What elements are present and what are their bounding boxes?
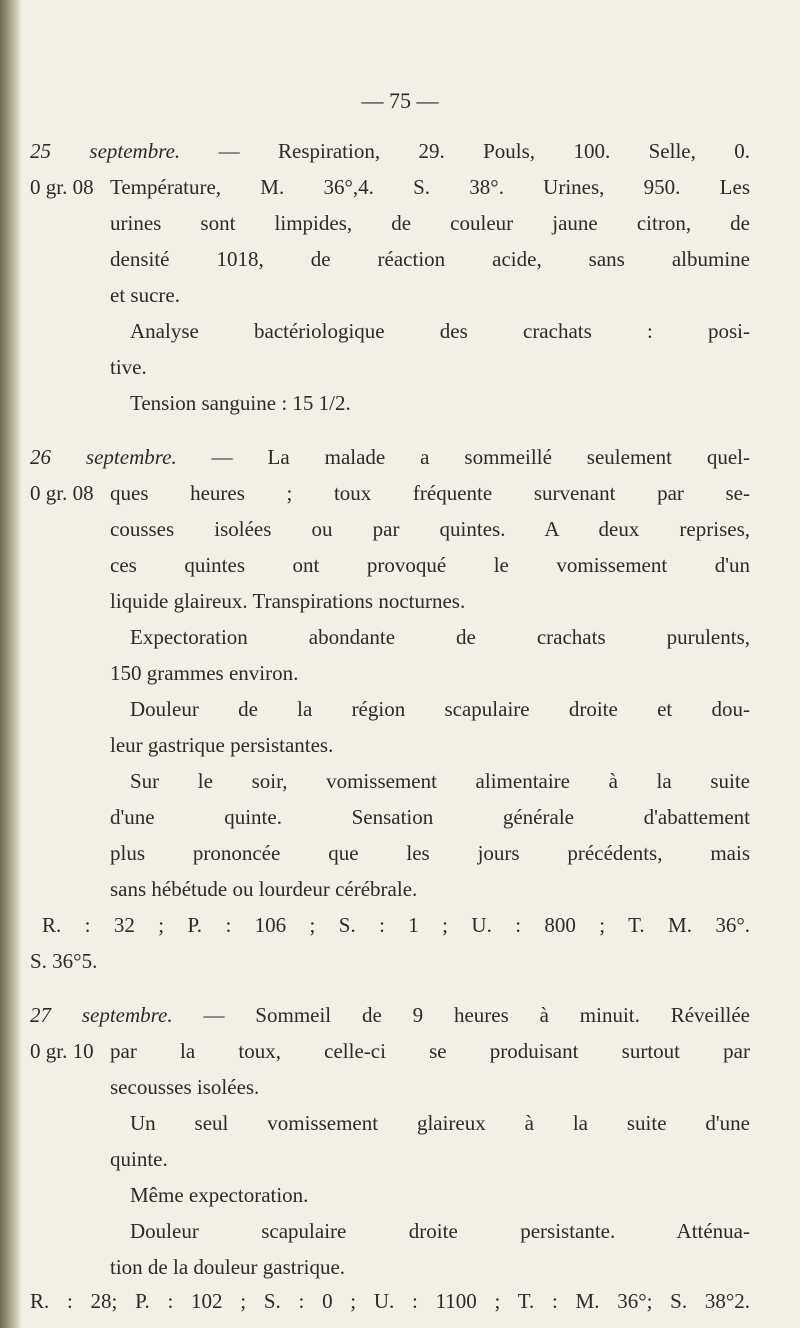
entry-1-first-line: [30, 136, 750, 166]
entry-1-line: urines sont limpides, de couleur jaune citron, de: [110, 211, 750, 235]
entry-2-line: 150 grammes environ.: [110, 661, 299, 685]
entry-3-date: 27 septembre.: [30, 1003, 173, 1027]
entry-3-line: secousses isolées.: [110, 1075, 260, 1099]
entry-1-line: tive.: [110, 355, 147, 379]
entry-2-vitals: R. : 32 ; P. : 106 ; S. : 1 ; U. : 800 ; T. M. 36°.: [42, 913, 750, 937]
entry-1-first-line-text: — Respiration, 29. Pouls, 100. Selle, 0.: [218, 139, 751, 163]
entry-2-line: plus prononcée que les jours précédents, mais: [110, 841, 750, 865]
entry-2-line: d'une quinte. Sensation générale d'abattement: [110, 805, 750, 829]
entry-3-line: quinte.: [110, 1147, 168, 1171]
entry-3-line: par la toux, celle-ci se produisant surtout par: [110, 1039, 750, 1063]
entry-2-line: cousses isolées ou par quintes. A deux reprises,: [110, 517, 750, 541]
entry-1-line: Tension sanguine : 15 1/2.: [130, 391, 351, 415]
entry-3-vitals: R. : 28; P. : 102 ; S. : 0 ; U. : 1100 ; T. : M. 36°; S. 38°2.: [30, 1289, 750, 1313]
entry-1-line: densité 1018, de réaction acide, sans albumine: [110, 247, 750, 271]
entry-2-line: ques heures ; toux fréquente survenant par se-: [110, 481, 750, 505]
entry-1-line: Analyse bactériologique des crachats : posi-: [130, 319, 750, 343]
entry-2-line: leur gastrique persistantes.: [110, 733, 334, 757]
entry-3-line: tion de la douleur gastrique.: [110, 1255, 346, 1279]
entry-1-date: 25 septembre.: [30, 139, 181, 163]
entry-2-date: 26 septembre.: [30, 445, 177, 469]
entry-3-line: Douleur scapulaire droite persistante. Atténua-: [130, 1219, 750, 1243]
entry-1-dose: 0 gr. 08: [30, 175, 94, 199]
entry-2-line: liquide glaireux. Transpirations nocturnes.: [110, 589, 466, 613]
entry-1-line: et sucre.: [110, 283, 180, 307]
entry-2-vitals-cont: S. 36°5.: [30, 949, 98, 973]
entry-2-line: Expectoration abondante de crachats purulents,: [130, 625, 750, 649]
entry-2-first-line: [30, 442, 750, 472]
entry-3-first-line-text: — Sommeil de 9 heures à minuit. Réveillée: [203, 1003, 751, 1027]
entry-2-dose: 0 gr. 08: [30, 481, 94, 505]
entry-3-dose: 0 gr. 10: [30, 1039, 94, 1063]
entry-3-line: Un seul vomissement glaireux à la suite d'une: [130, 1111, 750, 1135]
entry-2-line: Douleur de la région scapulaire droite et dou-: [130, 697, 750, 721]
entry-3-line: Même expectoration.: [130, 1183, 309, 1207]
entry-3-first-line: [30, 1000, 750, 1030]
entry-1-line: Température, M. 36°,4. S. 38°. Urines, 950. Les: [110, 175, 750, 199]
entry-2-first-line-text: — La malade a sommeillé seulement quel-: [211, 445, 751, 469]
entry-2-line: ces quintes ont provoqué le vomissement d'un: [110, 553, 750, 577]
page-number: — 75 —: [361, 88, 439, 113]
entry-2-line: Sur le soir, vomissement alimentaire à la suite: [130, 769, 750, 793]
entry-2-line: sans hébétude ou lourdeur cérébrale.: [110, 877, 418, 901]
